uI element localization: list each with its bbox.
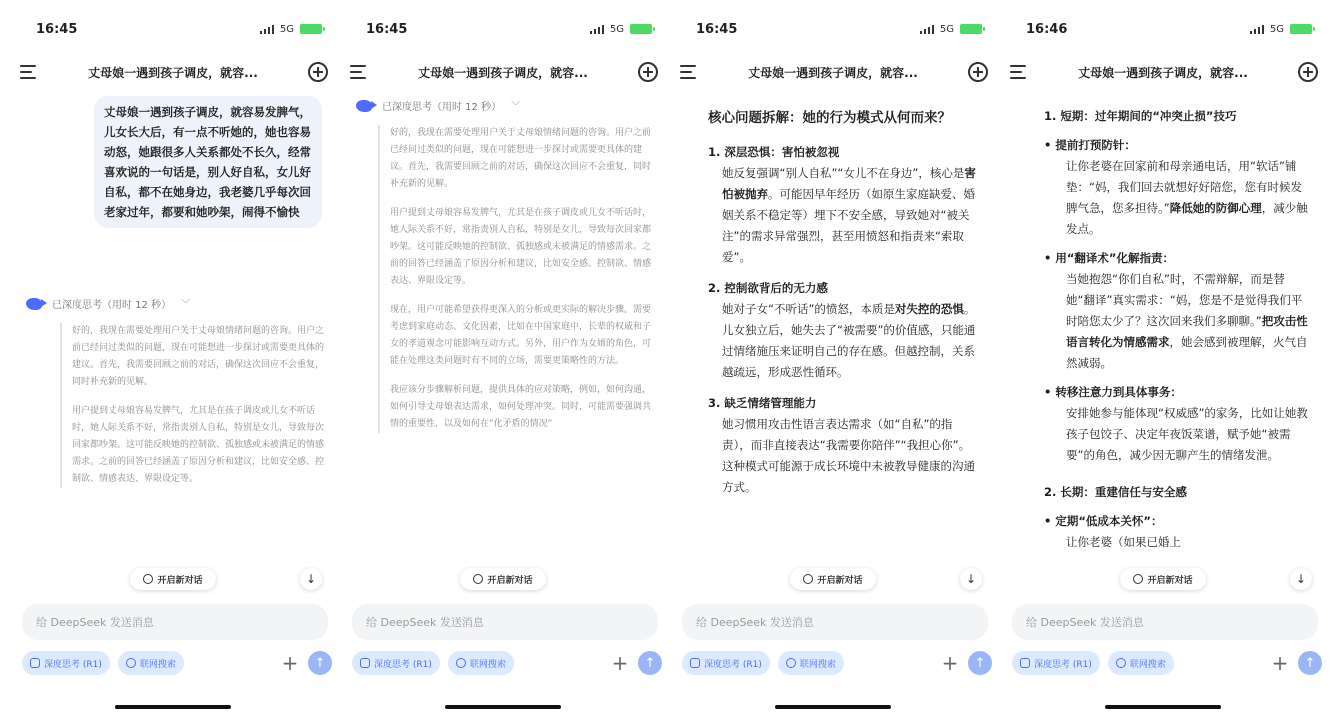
think-toggle[interactable]	[356, 98, 656, 113]
web-search-toggle[interactable]: 联网搜索	[1108, 651, 1174, 675]
message-input[interactable]	[366, 616, 644, 629]
chat-header	[20, 58, 328, 86]
section-title: 缺乏情绪管理能力	[724, 396, 817, 410]
status-bar	[1026, 20, 1312, 38]
globe-icon	[786, 658, 796, 668]
signal-icon	[590, 25, 604, 34]
new-chat-icon[interactable]	[638, 62, 658, 82]
status-time: 16:45	[696, 21, 738, 37]
reasoning-block	[378, 125, 656, 433]
phone-screen-4	[1000, 0, 1326, 723]
input-toolbar	[1012, 650, 1326, 676]
scroll-down-button[interactable]: ↓	[300, 568, 322, 590]
section-title: 深层恐惧：害怕被忽视	[724, 145, 840, 159]
atom-icon	[1020, 658, 1030, 668]
think-label: 已深度思考（用时 12 秒）	[382, 102, 502, 113]
chat-content	[1000, 92, 1326, 592]
chat-header	[680, 58, 988, 86]
new-chat-button[interactable]: 开启新对话	[1120, 568, 1206, 590]
scroll-down-button[interactable]: ↓	[1290, 568, 1312, 590]
answer-subheading: 2. 长期：重建信任与安全感	[1044, 485, 1187, 499]
atom-icon	[360, 658, 370, 668]
answer-section: 2. 控制欲背后的无力感 她对子女“不听话”的愤怒，本质是对失控的恐惧。儿女独立后，她失去了“被需要”的价值感，只能通过情绪施压来证明自己的存在感。但越控制，关系越疏远，形成恶性循环。	[708, 281, 976, 379]
chat-icon	[1133, 574, 1143, 584]
deepthink-toggle[interactable]: 深度思考 (R1)	[352, 651, 440, 675]
message-input[interactable]	[1026, 616, 1304, 629]
chat-content	[340, 92, 666, 592]
network-label: 5G	[1269, 23, 1284, 35]
chat-title: 丈母娘一遇到孩子调皮，就容...	[748, 65, 918, 80]
answer-section: 1. 深层恐惧：害怕被忽视 她反复强调“别人自私”“女儿不在身边”，核心是害怕被抛弃。可能因早年经历（如原生家庭缺爱、婚姻关系不稳定等）埋下不安全感，导致她对“被关注”的需求异常强烈，甚至用愤怒和指责来“索取爱”。	[708, 145, 976, 264]
new-chat-icon[interactable]	[968, 62, 988, 82]
section-number: 3.	[708, 396, 721, 410]
section-title: 控制欲背后的无力感	[724, 281, 828, 295]
atom-icon	[30, 658, 40, 668]
send-button[interactable]: ↑	[308, 651, 332, 675]
new-chat-icon[interactable]	[1298, 62, 1318, 82]
network-label: 5G	[279, 23, 294, 35]
input-toolbar	[22, 650, 336, 676]
deepthink-toggle[interactable]: 深度思考 (R1)	[1012, 651, 1100, 675]
status-bar	[36, 20, 322, 38]
attach-plus-icon[interactable]: +	[1271, 651, 1289, 675]
globe-icon	[126, 658, 136, 668]
menu-icon[interactable]	[350, 65, 368, 79]
battery-icon	[630, 24, 652, 34]
web-search-toggle[interactable]: 联网搜索	[778, 651, 844, 675]
status-bar	[696, 20, 982, 38]
send-button[interactable]: ↑	[968, 651, 992, 675]
signal-icon	[920, 25, 934, 34]
chat-title: 丈母娘一遇到孩子调皮，就容...	[418, 65, 588, 80]
reasoning-paragraph: 好的，我现在需要处理用户关于丈母娘情绪问题的咨询。用户之前已经问过类似的问题，现在可能想进一步探讨或需要更具体的建议。首先，我需要回顾之前的对话，确保这次回应不会重复，同时补充新的见解。	[72, 326, 325, 387]
chat-content	[670, 92, 996, 592]
send-button[interactable]: ↑	[638, 651, 662, 675]
chat-icon	[473, 574, 483, 584]
deepthink-toggle[interactable]: 深度思考 (R1)	[682, 651, 770, 675]
reasoning-paragraph: 现在，用户可能希望获得更深入的分析或更实际的解决步骤。需要考虑到家庭动态、文化因素，比如在中国家庭中，长辈的权威和子女的孝道观念可能影响互动方式。另外，用户作为女婿的角色，可能在处理这类问题时有不同的立场，需要更策略性的方法。	[390, 305, 652, 366]
reasoning-block	[60, 323, 326, 488]
chevron-down-icon: ﹀	[181, 300, 191, 310]
section-number: 2.	[708, 281, 721, 295]
menu-icon[interactable]	[1010, 65, 1028, 79]
battery-icon	[1290, 24, 1312, 34]
deepseek-logo-icon	[26, 298, 42, 310]
phone-screen-3	[670, 0, 996, 723]
input-toolbar	[682, 650, 996, 676]
message-input[interactable]	[696, 616, 974, 629]
phone-screen-1	[10, 0, 336, 723]
bullet-item: • 定期“低成本关怀”： 让你老婆（如果已婚上	[1044, 514, 1181, 549]
chat-content	[10, 92, 336, 592]
scroll-down-button[interactable]: ↓	[960, 568, 982, 590]
status-time: 16:45	[36, 21, 78, 37]
answer-section: 3. 缺乏情绪管理能力 她习惯用攻击性语言表达需求（如“自私”的指责），而非直接表达“我需要你陪伴”“我担心你”。这种模式可能源于成长环境中未被教导健康的沟通方式。	[708, 396, 975, 494]
status-time: 16:45	[366, 21, 408, 37]
web-search-toggle[interactable]: 联网搜索	[118, 651, 184, 675]
bullet-item: • 用“翻译术”化解指责： 当她抱怨“你们自私”时，不需辩解，而是替她“翻译”真实需求：“妈，您是不是觉得我们平时陪您太少了？这次回来我们多聊聊。”把攻击性语言转化为情感需求，她会感到被理解，火气自然减弱。	[1044, 251, 1308, 370]
bullet-item: • 提前打预防针： 让你老婆在回家前和母亲通电话，用“软话”铺垫：“妈，我们回去就想好好陪您，您有时候发脾气急，您多担待。”降低她的防御心理，减少触发点。	[1044, 138, 1308, 236]
answer-block	[1044, 106, 1308, 553]
menu-icon[interactable]	[680, 65, 698, 79]
message-input-box[interactable]	[682, 604, 988, 640]
web-search-toggle[interactable]: 联网搜索	[448, 651, 514, 675]
chat-header	[350, 58, 658, 86]
status-bar	[366, 20, 652, 38]
deepthink-toggle[interactable]: 深度思考 (R1)	[22, 651, 110, 675]
reasoning-paragraph: 我应该分步骤解析问题，提供具体的应对策略，例如，如何沟通，如何引导丈母娘表达需求，如何处理冲突。同时，可能需要强调共情的重要性，以及如何在“化矛盾的情况”	[390, 385, 652, 429]
new-chat-button[interactable]: 开启新对话	[460, 568, 546, 590]
user-message: 丈母娘一遇到孩子调皮，就容易发脾气，儿女长大后，有一点不听她的，她也容易动怒，她跟很多人关系都处不长久，经常喜欢说的一句话是，别人好自私，女儿好自私，都不在她身边，我老婆几乎每次回老家过年，都要和她吵架，闹得不愉快	[94, 96, 322, 228]
chevron-down-icon: ﹀	[511, 102, 521, 112]
attach-plus-icon[interactable]: +	[611, 651, 629, 675]
network-label: 5G	[609, 23, 624, 35]
battery-icon	[300, 24, 322, 34]
phone-screen-2	[340, 0, 666, 723]
think-toggle[interactable]	[26, 296, 326, 311]
answer-block	[708, 106, 980, 498]
new-chat-button[interactable]: 开启新对话	[790, 568, 876, 590]
reasoning-paragraph: 用户提到丈母娘容易发脾气，尤其是在孩子调皮或儿女不听话时，她人际关系不好，常指责别人自私，特别是女儿，导致每次回家都吵架。这可能反映她的控制欲、孤独感或未被满足的情感需求。之前的回答已经涵盖了原因分析和建议，比如安全感、控制欲、情感表达、界限设定等。	[390, 208, 652, 286]
message-input-box[interactable]	[352, 604, 658, 640]
deepseek-logo-icon	[356, 100, 372, 112]
home-indicator	[1105, 705, 1221, 709]
chat-title: 丈母娘一遇到孩子调皮，就容...	[88, 65, 258, 80]
globe-icon	[1116, 658, 1126, 668]
menu-icon[interactable]	[20, 65, 38, 79]
chat-title: 丈母娘一遇到孩子调皮，就容...	[1078, 65, 1248, 80]
battery-icon	[960, 24, 982, 34]
chat-icon	[803, 574, 813, 584]
reasoning-paragraph: 好的，我现在需要处理用户关于丈母娘情绪问题的咨询。用户之前已经问过类似的问题，现在可能想进一步探讨或需要更具体的建议。首先，我需要回顾之前的对话，确保这次回应不会重复，同时补充新的见解。	[390, 128, 652, 189]
chat-header	[1010, 58, 1318, 86]
send-button[interactable]: ↑	[1298, 651, 1322, 675]
signal-icon	[1250, 25, 1264, 34]
answer-subheading: 1. 短期：过年期间的“冲突止损”技巧	[1044, 109, 1237, 123]
new-chat-button[interactable]: 开启新对话	[130, 568, 216, 590]
globe-icon	[456, 658, 466, 668]
message-input-box[interactable]	[22, 604, 328, 640]
status-time: 16:46	[1026, 21, 1068, 37]
reasoning-paragraph: 用户提到丈母娘容易发脾气，尤其是在孩子调皮或儿女不听话时，她人际关系不好，常指责别人自私，特别是女儿，导致每次回家都吵架。这可能反映她的控制欲、孤独感或未被满足的情感需求。之前的回答已经涵盖了原因分析和建议，比如安全感、控制欲、情感表达、界限设定等。	[72, 406, 325, 484]
chat-icon	[143, 574, 153, 584]
network-label: 5G	[939, 23, 954, 35]
bullet-item: • 转移注意力到具体事务： 安排她参与能体现“权威感”的家务，比如让她教孩子包饺子、决定年夜饭菜谱，赋予她“被需要”的角色，减少因无聊产生的情绪发泄。	[1044, 385, 1308, 462]
new-chat-icon[interactable]	[308, 62, 328, 82]
message-input-box[interactable]	[1012, 604, 1318, 640]
answer-heading: 核心问题拆解：她的行为模式从何而来？	[708, 110, 951, 126]
input-toolbar	[352, 650, 666, 676]
signal-icon	[260, 25, 274, 34]
home-indicator	[115, 705, 231, 709]
attach-plus-icon[interactable]: +	[281, 651, 299, 675]
home-indicator	[445, 705, 561, 709]
message-input[interactable]	[36, 616, 314, 629]
atom-icon	[690, 658, 700, 668]
home-indicator	[775, 705, 891, 709]
think-label: 已深度思考（用时 12 秒）	[52, 300, 172, 311]
attach-plus-icon[interactable]: +	[941, 651, 959, 675]
section-number: 1.	[708, 145, 721, 159]
